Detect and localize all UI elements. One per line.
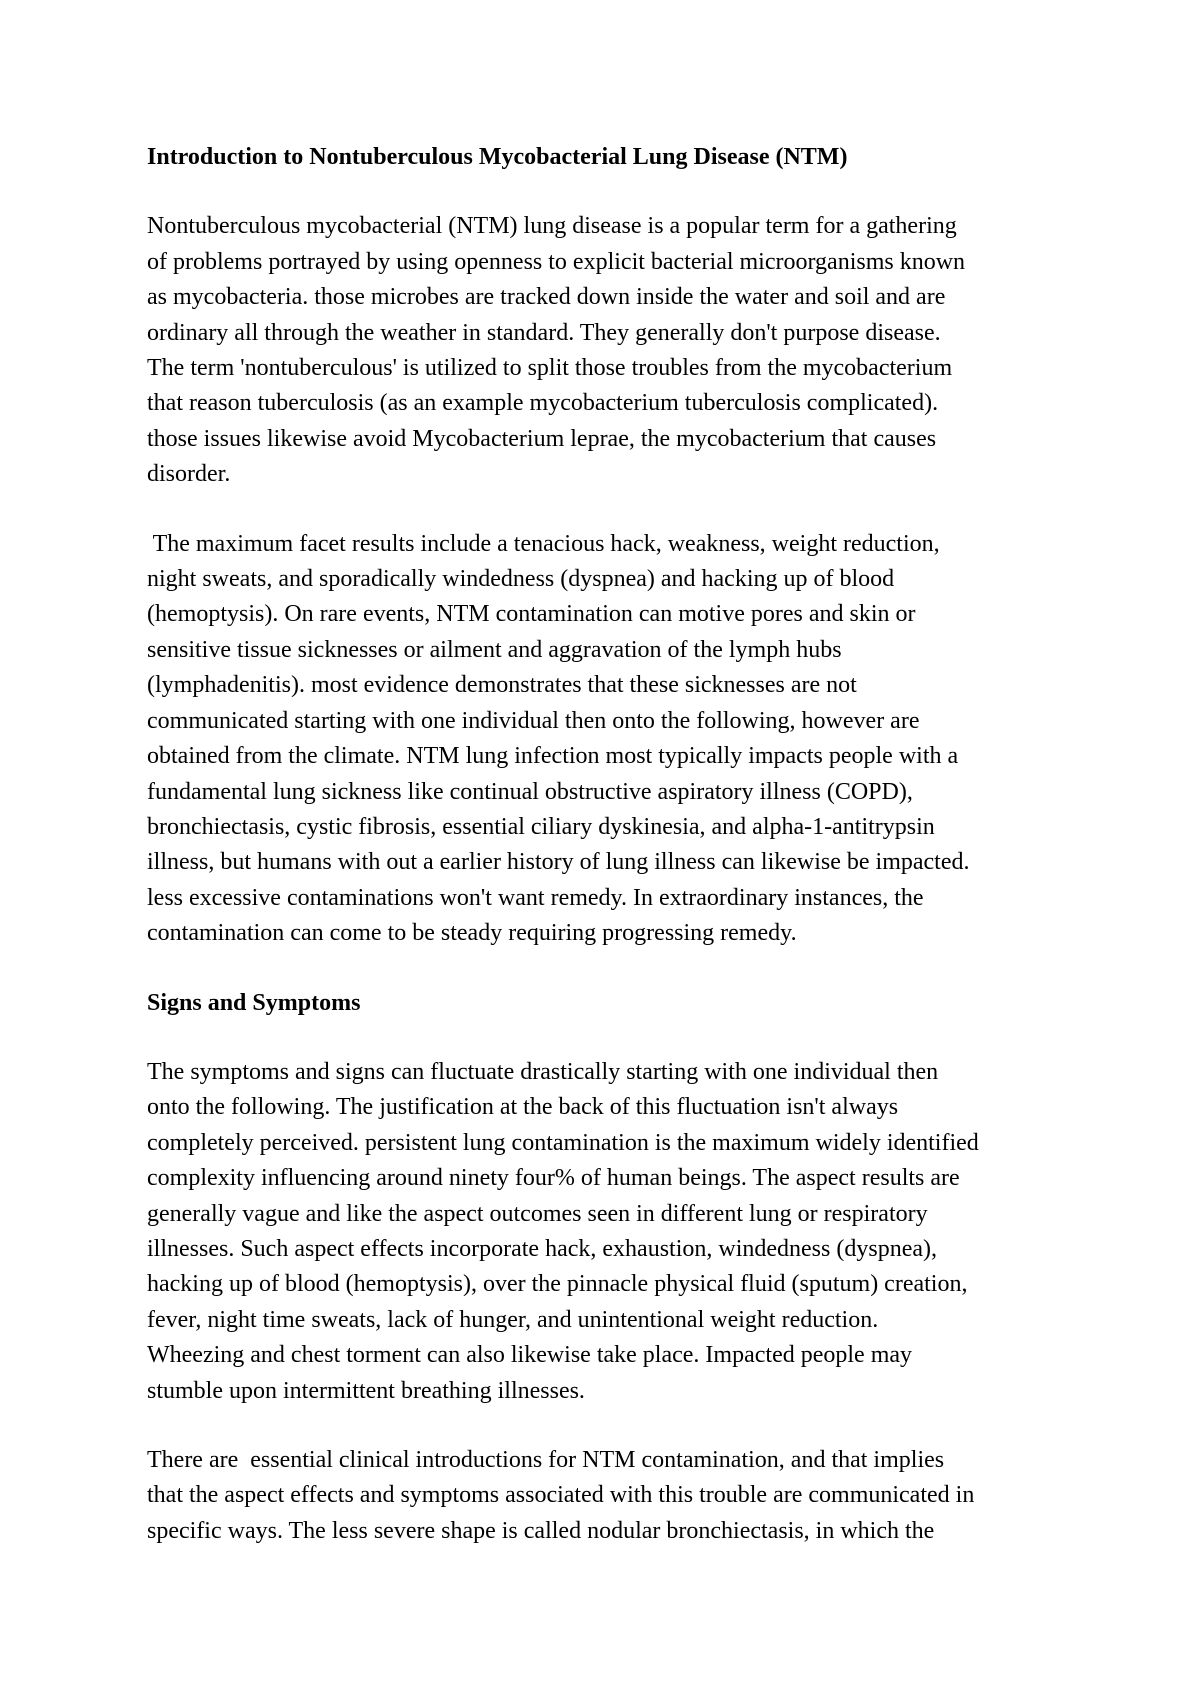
text-line: generally vague and like the aspect outcomes seen in different lung or respiratory	[147, 1200, 928, 1227]
paragraph-intro	[147, 209, 1082, 492]
text-line: obtained from the climate. NTM lung infection most typically impacts people with a	[147, 743, 959, 770]
text-line: Nontuberculous mycobacterial (NTM) lung disease is a popular term for a gathering	[147, 213, 957, 240]
spacer	[147, 1409, 1082, 1443]
text-line: sensitive tissue sicknesses or ailment and aggravation of the lymph hubs	[147, 636, 842, 663]
text-line: bronchiectasis, cystic fibrosis, essential ciliary dyskinesia, and alpha-1-antitrypsin	[147, 813, 935, 840]
text-line: The symptoms and signs can fluctuate drastically starting with one individual then	[147, 1058, 939, 1085]
text-line: ordinary all through the weather in standard. They generally don't purpose disease.	[147, 319, 941, 346]
text-line: (lymphadenitis). most evidence demonstrates that these sicknesses are not	[147, 672, 857, 699]
text-line: complexity influencing around ninety four% of human beings. The aspect results are	[147, 1165, 960, 1192]
text-line: Wheezing and chest torment can also likewise take place. Impacted people may	[147, 1342, 913, 1369]
paragraph-effects	[147, 527, 1082, 952]
text-line: that the aspect effects and symptoms associated with this trouble are communicated in	[147, 1482, 975, 1509]
paragraph-symptoms	[147, 1055, 1082, 1409]
text-line: disorder.	[147, 461, 231, 488]
text-line: of problems portrayed by using openness to explicit bacterial microorganisms known	[147, 248, 966, 275]
text-line: communicated starting with one individual then onto the following, however are	[147, 707, 920, 734]
text-line: contamination can come to be steady requiring progressing remedy.	[147, 920, 797, 947]
paragraph-presentations	[147, 1443, 1082, 1549]
spacer	[147, 175, 1082, 209]
text-line: less excessive contaminations won't want remedy. In extraordinary instances, the	[147, 884, 924, 911]
spacer	[147, 493, 1082, 527]
text-line: that reason tuberculosis (as an example mycobacterium tuberculosis complicated).	[147, 390, 939, 417]
text-line: fever, night time sweats, lack of hunger, and unintentional weight reduction.	[147, 1306, 879, 1333]
text-line: There are essential clinical introductions for NTM contamination, and that implies	[147, 1447, 945, 1473]
section-heading: Signs and Symptoms	[147, 989, 361, 1016]
text-line: The term 'nontuberculous' is utilized to split those troubles from the mycobacterium	[147, 355, 953, 382]
text-line: illnesses. Such aspect effects incorporate hack, exhaustion, windedness (dyspnea),	[147, 1235, 937, 1262]
text-line: illness, but humans with out a earlier history of lung illness can likewise be impacted.	[147, 849, 970, 876]
text-line: stumble upon intermittent breathing illnesses.	[147, 1377, 585, 1404]
document-title: Introduction to Nontuberculous Mycobacterial Lung Disease (NTM)	[147, 144, 848, 170]
text-line: those issues likewise avoid Mycobacterium leprae, the mycobacterium that causes	[147, 425, 937, 452]
text-line: completely perceived. persistent lung contamination is the maximum widely identified	[147, 1129, 979, 1156]
text-line: specific ways. The less severe shape is called nodular bronchiectasis, in which the	[147, 1517, 935, 1544]
text-line: hacking up of blood (hemoptysis), over the pinnacle physical fluid (sputum) creation,	[147, 1271, 968, 1298]
text-line: The maximum facet results include a tenacious hack, weakness, weight reduction,	[147, 530, 940, 557]
document-page	[147, 140, 1082, 1549]
text-line: night sweats, and sporadically windedness (dyspnea) and hacking up of blood	[147, 566, 895, 593]
text-line: as mycobacteria. those microbes are tracked down inside the water and soil and are	[147, 284, 946, 311]
spacer	[147, 952, 1082, 986]
text-line: fundamental lung sickness like continual obstructive aspiratory illness (COPD),	[147, 778, 913, 805]
spacer	[147, 1021, 1082, 1055]
text-line: (hemoptysis). On rare events, NTM contamination can motive pores and skin or	[147, 601, 916, 628]
text-line: onto the following. The justification at the back of this fluctuation isn't always	[147, 1094, 899, 1121]
